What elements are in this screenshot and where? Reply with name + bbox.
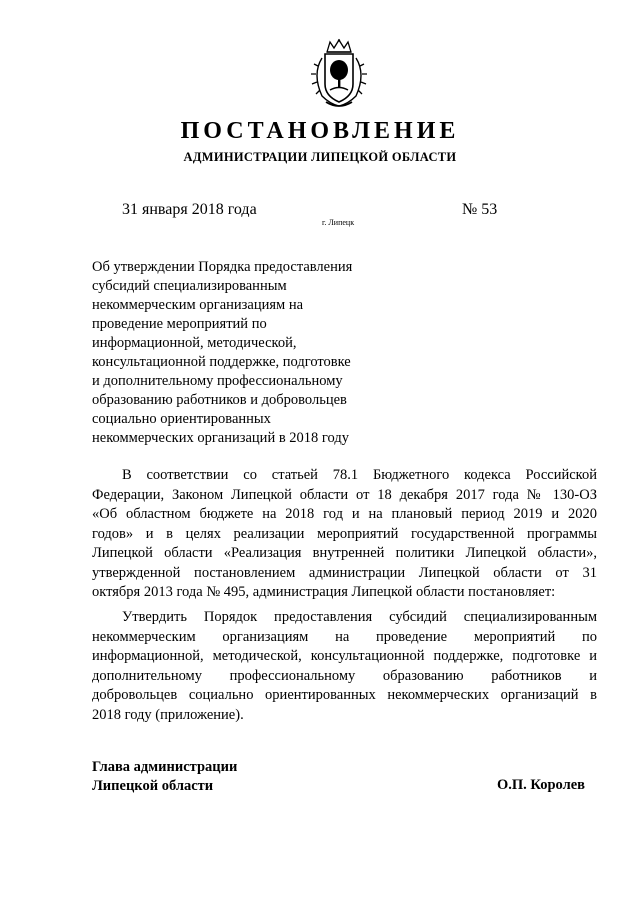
document-title: ПОСТАНОВЛЕНИЕ <box>180 118 460 144</box>
subject-line: и дополнительному профессиональному <box>92 373 343 389</box>
subject-line: некоммерческим организациям на <box>92 297 304 313</box>
subject-line: некоммерческих организаций в 2018 году <box>92 430 349 446</box>
signatory-position <box>92 758 237 796</box>
paragraph-line: Утвердить Порядок предоставления субсидий специализированным <box>122 609 597 625</box>
paragraph-line: годов» и в целях реализации мероприятий государственной программы <box>92 525 597 542</box>
paragraph-line: дополнительному профессиональному образованию работников и <box>92 667 597 684</box>
subject-line: субсидий специализированным <box>92 278 287 294</box>
paragraph-line: В соответствии со статьей 78.1 Бюджетного кодекса Российской <box>122 467 597 483</box>
subject-line: Об утверждении Порядка предоставления <box>92 259 353 275</box>
subject-line: образованию работников и добровольцев <box>92 392 347 408</box>
paragraph-line: утвержденной постановлением администрации Липецкой области от 31 <box>92 564 597 581</box>
paragraph-line: октября 2013 года № 495, администрация Липецкой области постановляет: <box>92 584 556 600</box>
paragraph-line: некоммерческим организациям на проведение мероприятий по <box>92 628 597 645</box>
paragraph-line: добровольцев социально ориентированных некоммерческих организаций в <box>92 687 597 703</box>
paragraph-line: Федерации, Законом Липецкой области от 18 декабря 2017 года № 130-ОЗ <box>92 486 597 503</box>
document-date: 31 января 2018 года <box>122 201 257 218</box>
paragraph-line: информационной, методической, консультационной поддержке, подготовке и <box>92 648 597 664</box>
document-subject <box>92 258 392 448</box>
issuing-authority: АДМИНИСТРАЦИИ ЛИПЕЦКОЙ ОБЛАСТИ <box>183 150 457 164</box>
coat-of-arms-icon <box>300 38 378 110</box>
document-number: № 53 <box>462 201 498 218</box>
resolution-paragraph <box>92 608 597 725</box>
paragraph-line: Липецкой области «Реализация внутренней политики Липецкой области», <box>92 545 597 561</box>
paragraph-line: «Об областном бюджете на 2018 год и на плановый период 2019 и 2020 <box>92 506 597 522</box>
position-line: Глава администрации <box>92 759 238 775</box>
subject-line: социально ориентированных <box>92 411 271 427</box>
position-line: Липецкой области <box>92 778 214 794</box>
document-city: г. Липецк <box>322 218 355 227</box>
subject-line: информационной, методической, <box>92 335 297 351</box>
preamble-paragraph <box>92 466 597 603</box>
subject-line: консультационной поддержке, подготовке <box>92 354 351 370</box>
subject-line: проведение мероприятий по <box>92 316 267 332</box>
signatory-name: О.П. Королев <box>497 777 585 793</box>
paragraph-line: 2018 году (приложение). <box>92 706 244 723</box>
